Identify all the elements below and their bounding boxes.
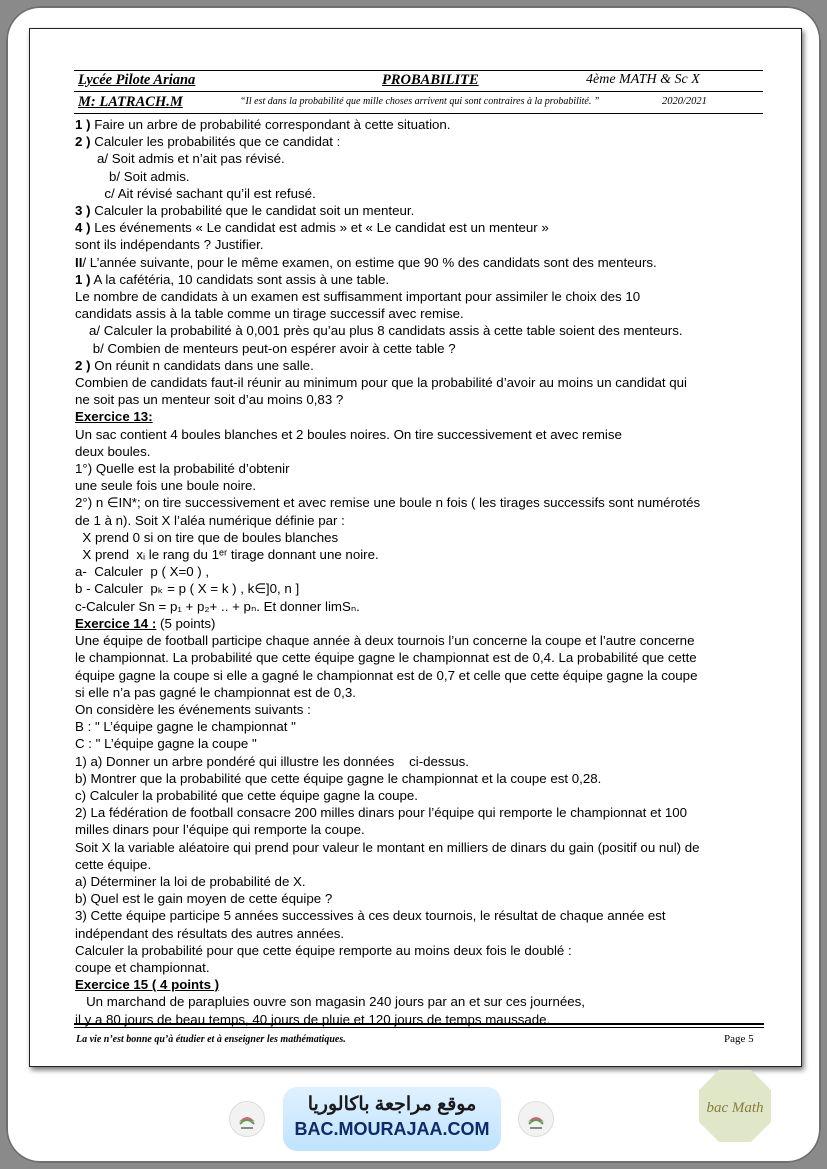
- text-line: [75, 133, 765, 150]
- line-text: X prend xᵢ le rang du 1ᵉʳ tirage donnant une noire.: [75, 547, 379, 563]
- line-text: indépendant des résultats des autres années.: [75, 925, 345, 941]
- text-line: [75, 649, 765, 666]
- header-rule-middle: [74, 91, 763, 92]
- header-quote: “Il est dans la probabilité que mille choses arrivent qui sont contraires à la probabilité. ”: [240, 96, 600, 107]
- text-line: [75, 185, 765, 202]
- line-text: A la cafétéria, 10 candidats sont assis à une table.: [90, 271, 390, 287]
- text-line: [75, 460, 765, 477]
- line-text: b) Montrer que la probabilité que cette équipe gagne le championnat et la coupe est 0,28.: [75, 770, 602, 786]
- line-text: Une équipe de football participe chaque année à deux tournois l’un concerne la coupe et l’autre concerne: [75, 633, 695, 649]
- line-text: candidats assis à la table comme un tirage successif avec remise.: [75, 306, 464, 322]
- line-text: Calculer les probabilités que ce candidat :: [90, 134, 341, 150]
- text-line: [75, 993, 765, 1010]
- text-line: [75, 563, 765, 580]
- line-text: Soit X la variable aléatoire qui prend pour valeur le montant en milliers de dinars du gain (positif ou nul) de: [75, 839, 700, 855]
- line-text: le championnat. La probabilité que cette équipe gagne le championnat est de 0,4. La probabilité que cette: [75, 650, 697, 666]
- text-line: [75, 684, 765, 701]
- line-text: milles dinars pour l’équipe qui remporte la coupe.: [75, 822, 365, 838]
- text-line: [75, 236, 765, 253]
- line-text: Un marchand de parapluies ouvre son magasin 240 jours par an et sur ces journées,: [75, 994, 586, 1010]
- class-level: 4ème MATH & Sc X: [586, 72, 700, 87]
- footer-motto: La vie n’est bonne qu’à étudier et à enseigner les mathématiques.: [76, 1034, 346, 1045]
- right-logo-icon: [518, 1101, 554, 1137]
- teacher-name: M: LATRACH.M: [78, 94, 183, 110]
- line-text: Faire un arbre de probabilité correspondant à cette situation.: [90, 117, 451, 132]
- line-text: une seule fois une boule noire.: [75, 478, 257, 494]
- text-line: [75, 925, 765, 942]
- text-line: [75, 271, 765, 288]
- line-text: deux boules.: [75, 443, 151, 459]
- question-number: 1 ): [75, 117, 91, 132]
- document-title: PROBABILITE: [382, 72, 479, 88]
- text-line: [75, 753, 765, 770]
- line-text: X prend 0 si on tire que de boules blanches: [75, 529, 339, 545]
- line-text: (5 points): [156, 615, 216, 631]
- line-text: c) Calculer la probabilité que cette équipe gagne la coupe.: [75, 787, 418, 803]
- text-line: [75, 374, 765, 391]
- line-text: b) Quel est le gain moyen de cette équipe ?: [75, 891, 333, 907]
- text-line: [75, 1011, 765, 1028]
- text-line: [75, 580, 765, 597]
- text-line: [75, 426, 765, 443]
- text-line: [75, 408, 765, 425]
- question-number: 2 ): [75, 134, 91, 150]
- line-text: si elle n’a pas gagné le championnat est de 0,3.: [75, 684, 356, 700]
- text-line: [75, 701, 765, 718]
- line-text: a) Déterminer la loi de probabilité de X.: [75, 873, 306, 889]
- text-line: [75, 219, 765, 236]
- footer-rule-thin: [74, 1027, 764, 1028]
- line-text: b - Calculer pₖ = p ( X = k ) , k∈]0, n ]: [75, 581, 300, 597]
- text-line: [75, 150, 765, 167]
- bac-math-badge-icon: [697, 1068, 773, 1144]
- banner-arabic-text: موقع مراجعة باكالوريا: [307, 1094, 477, 1115]
- text-line: [75, 494, 765, 511]
- footer-rule: [74, 1023, 764, 1025]
- school-year: 2020/2021: [662, 96, 707, 107]
- question-number: 1 ): [75, 271, 91, 287]
- text-line: [75, 322, 765, 339]
- text-line: [75, 821, 765, 838]
- text-line: [75, 254, 765, 271]
- line-text: Calculer la probabilité pour que cette équipe remporte au moins deux fois le doublé :: [75, 942, 572, 958]
- text-line: [75, 735, 765, 752]
- text-line: [75, 632, 765, 649]
- line-text: Les événements « Le candidat est admis » et « Le candidat est un menteur »: [90, 220, 549, 236]
- line-text: c-Calculer Sn = p₁ + p₂+ .. + pₙ. Et donner limSₙ.: [75, 598, 360, 614]
- text-line: [75, 907, 765, 924]
- line-text: On considère les événements suivants :: [75, 701, 311, 717]
- text-line: [75, 305, 765, 322]
- text-line: [75, 168, 765, 185]
- line-text: équipe gagne la coupe si elle a gagné le championnat est de 0,7 et celle que cette équipe gagne la coupe: [75, 667, 698, 683]
- header-rule-bottom: [74, 113, 763, 114]
- question-number: II: [75, 254, 83, 270]
- text-line: [75, 546, 765, 563]
- text-line: [75, 976, 765, 993]
- header-rule-top: [74, 70, 763, 71]
- line-text: a/ Calculer la probabilité à 0,001 près qu’au plus 8 candidats assis à cette table soient des menteurs.: [89, 323, 683, 339]
- text-line: [75, 959, 765, 976]
- line-text: Combien de candidats faut-il réunir au minimum pour que la probabilité d’avoir au moins un candidat qui: [75, 375, 688, 391]
- line-text: B : " L’équipe gagne le championnat ": [75, 719, 296, 735]
- line-text: cette équipe.: [75, 856, 152, 872]
- text-line: [75, 667, 765, 684]
- text-line: [75, 477, 765, 494]
- text-line: [75, 202, 765, 219]
- text-line: [75, 770, 765, 787]
- site-banner[interactable]: [283, 1087, 501, 1151]
- line-text: On réunit n candidats dans une salle.: [90, 357, 314, 373]
- line-text: coupe et championnat.: [75, 959, 210, 975]
- page-number: Page 5: [724, 1033, 754, 1045]
- line-text: a- Calculer p ( X=0 ) ,: [75, 564, 210, 580]
- line-text: / L’année suivante, pour le même examen, on estime que 90 % des candidats sont des menteurs.: [82, 254, 657, 270]
- text-line: [75, 340, 765, 357]
- text-line: [75, 718, 765, 735]
- text-line: [75, 873, 765, 890]
- badge-text: bac Math: [706, 1100, 764, 1116]
- line-text: 2°) n ∈IN*; on tire successivement et avec remise une boule n fois ( les tirages successifs sont numérotés: [75, 495, 701, 511]
- line-text: 1°) Quelle est la probabilité d’obtenir: [75, 461, 290, 477]
- text-line: [75, 598, 765, 615]
- text-line: [75, 391, 765, 408]
- line-text: 2) La fédération de football consacre 200 milles dinars pour l’équipe qui remporte le championnat et 100: [75, 805, 688, 821]
- text-line: [75, 288, 765, 305]
- exercise-heading: Exercice 15 ( 4 points ): [75, 977, 220, 993]
- exercise-heading: Exercice 13:: [75, 409, 153, 425]
- document-body: [75, 116, 765, 1028]
- text-line: [75, 116, 765, 133]
- question-number: 4 ): [75, 220, 91, 236]
- line-text: ne soit pas un menteur soit d’au moins 0,83 ?: [75, 392, 344, 408]
- line-text: b/ Soit admis.: [109, 168, 190, 184]
- banner-site-url[interactable]: BAC.MOURAJAA.COM: [294, 1119, 490, 1139]
- text-line: [75, 529, 765, 546]
- line-text: b/ Combien de menteurs peut-on espérer avoir à cette table ?: [89, 340, 456, 356]
- line-text: 3) Cette équipe participe 5 années successives à ces deux tournois, le résultat de chaque année est: [75, 908, 666, 924]
- question-number: 2 ): [75, 357, 91, 373]
- line-text: Un sac contient 4 boules blanches et 2 boules noires. On tire successivement et avec remise: [75, 426, 622, 442]
- text-line: [75, 512, 765, 529]
- text-line: [75, 942, 765, 959]
- text-line: [75, 357, 765, 374]
- line-text: Calculer la probabilité que le candidat soit un menteur.: [90, 203, 415, 219]
- line-text: il y a 80 jours de beau temps, 40 jours de pluie et 120 jours de temps maussade.: [75, 1011, 551, 1027]
- left-logo-icon: [229, 1101, 265, 1137]
- text-line: [75, 443, 765, 460]
- question-number: 3 ): [75, 203, 91, 219]
- line-text: a/ Soit admis et n’ait pas révisé.: [97, 151, 285, 167]
- line-text: Le nombre de candidats à un examen est suffisamment important pour assimiler le choix des 10: [75, 289, 641, 305]
- text-line: [75, 856, 765, 873]
- line-text: C : " L’équipe gagne la coupe ": [75, 736, 257, 752]
- text-line: [75, 787, 765, 804]
- text-line: [75, 890, 765, 907]
- text-line: [75, 839, 765, 856]
- school-name: Lycée Pilote Ariana: [78, 72, 196, 88]
- exercise-heading: Exercice 14 :: [75, 615, 157, 631]
- line-text: de 1 à n). Soit X l’aléa numérique définie par :: [75, 512, 345, 528]
- text-line: [75, 804, 765, 821]
- line-text: 1) a) Donner un arbre pondéré qui illustre les données ci-dessus.: [75, 753, 469, 769]
- document-header: [74, 70, 763, 114]
- text-line: [75, 615, 765, 632]
- line-text: c/ Ait révisé sachant qu’il est refusé.: [97, 185, 316, 201]
- line-text: sont ils indépendants ? Justifier.: [75, 237, 264, 253]
